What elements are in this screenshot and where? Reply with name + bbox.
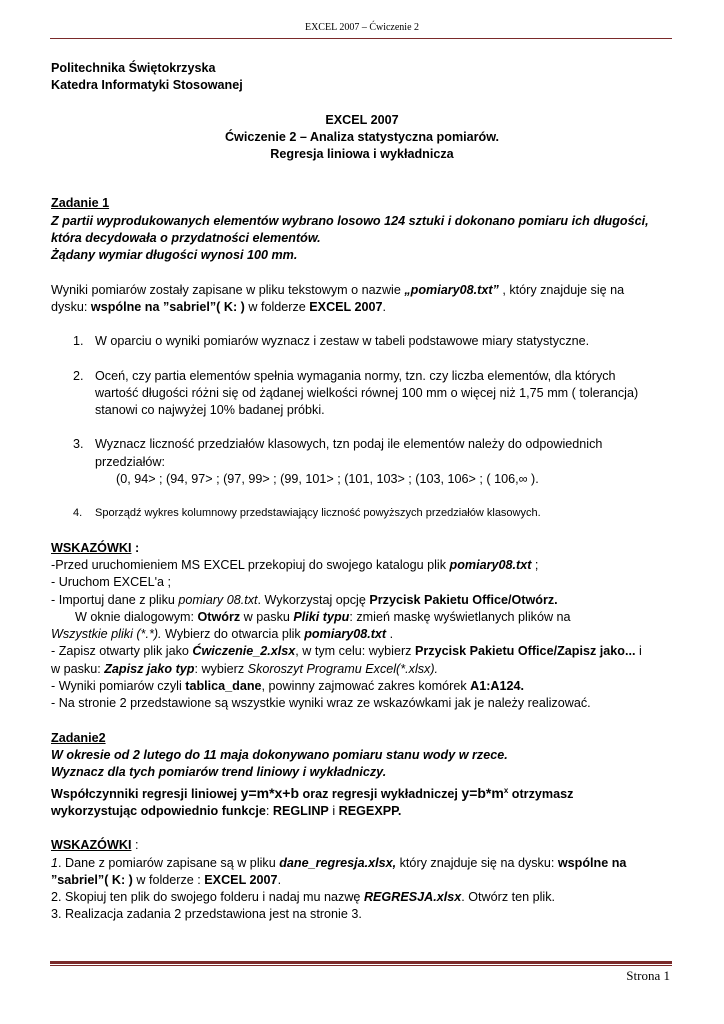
document-body: Politechnika Świętokrzyska Katedra Informatyki Stosowanej EXCEL 2007 Ćwiczenie 2 – Analiza statystyczna pomiarów. Regresja liniowa i wykładnicza Zadanie 1 Z partii wyprodukowanych elementów wybrano losowo 124 sztuki i dokonano pomiaru ich długości, która decydowała o przydatności elementów. Żądany wymiar długości wynosi 100 mm. Wyniki pomiarów zostały zapisane w pliku tekstowym o nazwie „pomiary08.txt” , który znajduje się na dysku: wspólne na ”sabriel”( K: ) w folderze EXCEL 2007. 1. W oparciu o wyniki pomiarów wyznacz i zestaw w tabeli podstawowe miary statystyczne. 2. Oceń, czy partia elementów spełnia wymagania normy, tzn. czy liczba elementów, dla których wartość długości różni się od żądanej wielkości równej 100 mm o więcej niż 1,75 mm ( tolerancja) stanowi co najwyżej 10% badanej próbki. 3. Wyznacz liczność przedziałów klasowych, tzn podaj ile elementów należy do odpowiednich przedziałów: (0, 94> ; (94, 97> ; (97, 99> ; (99, 101> ; (101, 103> ; (103, 106> ; ( 106,∞ ). 4. Sporządź wykres kolumnowy przedstawiający liczność powyższych przedziałów klasowych. WSKAZÓWKI : -Przed uruchomieniem MS EXCEL przekopiuj do swojego katalogu plik pomiary08.txt ; - Uruchom EXCEL'a ; - Importuj dane z pliku pomiary 08.txt. Wykorzystaj opcję Przycisk Pakietu Office/Otwórz. W oknie dialogowym: Otwórz w pasku Pliki typu: zmień maskę wyświetlanych plików na Wszystkie pliki (*.*). Wybierz do otwarcia plik pomiary08.txt . - Zapisz otwarty plik jako Ćwiczenie_2.xlsx, w tym celu: wybierz Przycisk Pakietu Office/Zapisz jako... i w pasku: Zapisz jako typ: wybierz Skoroszyt Programu Excel(*.xlsx). - Wyniki pomiarów czyli tablica_dane, powinny zajmować zakres komórek A1:A124. - Na stronie 2 przedstawione są wszystkie wyniki wraz ze wskazówkami jak je należy realizować. Zadanie2 W okresie od 2 lutego do 11 maja dokonywano pomiaru stanu wody w rzece. Wyznacz dla tych pomiarów trend liniowy i wykładniczy. Współczynniki regresji liniowej y=m*x+b oraz regresji wykładniczej $y=b*m^x$ otrzymasz wykorzystując odpowiednio funkcje: REGLINP i REGEXPP. WSKAZÓWKI : 1. Dane z pomiarów zapisane są w pliku dane_regresja.xlsx, który znajduje się na dysku: wspólne na ”sabriel”( K: ) w folderze : EXCEL 2007. 2. Skopiuj ten plik do swojego folderu i nadaj mu nazwę REGRESJA.xlsx. Otwórz ten plik. 3. Realizacja zadania 2 przedstawiona jest na stronie 3. xyxy=(51,60,673,924)
task1-desc: Z partii wyprodukowanych elementów wybrano losowo 124 sztuki i dokonano pomiaru ich długości, xyxy=(51,213,649,228)
list-item: 4. Sporządź wykres kolumnowy przedstawiający liczność powyższych przedziałów klasowych. xyxy=(73,507,541,520)
doc-title: EXCEL 2007 xyxy=(325,112,399,127)
hints1-heading: WSKAZÓWKI xyxy=(51,540,132,555)
footer-rule xyxy=(50,961,672,966)
task2-heading: Zadanie2 xyxy=(51,730,106,745)
list-item: 2. Oceń, czy partia elementów spełnia wymagania normy, tzn. czy liczba elementów, dla których xyxy=(73,368,616,383)
department-name: Katedra Informatyki Stosowanej xyxy=(51,78,243,93)
doc-subtitle: Ćwiczenie 2 – Analiza statystyczna pomiarów. xyxy=(224,129,500,144)
header-rule xyxy=(50,38,672,39)
interval-list: (0, 94> ; (94, 97> ; (97, 99> ; (99, 101> ; (101, 103> ; (103, 106> ; ( 106,∞ ). xyxy=(116,472,539,487)
list-item: 3. Wyznacz liczność przedziałów klasowych, tzn podaj ile elementów należy do odpowiednich xyxy=(73,437,603,452)
task1-heading: Zadanie 1 xyxy=(51,196,110,211)
task1-intro: Wyniki pomiarów zostały zapisane w pliku tekstowym o nazwie „pomiary08.txt” , który znajduje się na xyxy=(51,282,625,297)
page-header: EXCEL 2007 – Ćwiczenie 2 xyxy=(304,22,420,33)
hints2-heading: WSKAZÓWKI xyxy=(51,838,132,853)
institution-name: Politechnika Świętokrzyska xyxy=(51,61,216,75)
page-number: Strona 1 xyxy=(626,968,670,983)
list-item: 1. W oparciu o wyniki pomiarów wyznacz i zestaw w tabeli podstawowe miary statystyczne. xyxy=(73,334,590,349)
doc-subtitle-2: Regresja liniowa i wykładnicza xyxy=(270,147,454,162)
